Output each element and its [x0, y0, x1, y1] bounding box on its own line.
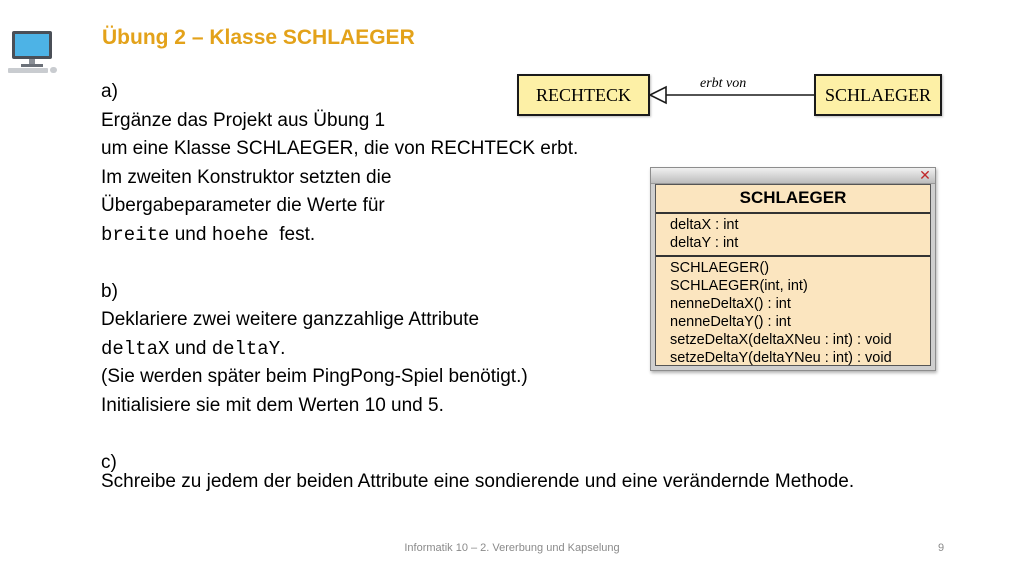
uml-method: nenneDeltaX() : int: [670, 296, 791, 312]
footer-text: Informatik 10 – 2. Vererbung und Kapselung: [404, 542, 620, 554]
part-a-line-2: um eine Klasse SCHLAEGER, die von RECHTECK erbt.: [101, 138, 579, 159]
page-number: 9: [938, 542, 945, 554]
part-c-line-1: Schreibe zu jedem der beiden Attribute eine sondierende und eine verändernde Methode.: [101, 471, 855, 492]
uml-attribute: deltaX : int: [670, 217, 739, 233]
code-deltay: deltaY: [211, 337, 281, 360]
uml-class-diagram: [655, 184, 931, 366]
part-b-line-1: Deklariere zwei weitere ganzzahlige Attribute: [101, 309, 480, 330]
part-b-tail: .: [280, 337, 286, 359]
inheritance-label: erbt von: [700, 76, 747, 91]
part-a-line-5: [101, 221, 641, 250]
uml-class-window[interactable]: [650, 167, 936, 371]
schlaeger-class-box: SCHLAEGER: [814, 74, 942, 116]
uml-method: setzeDeltaX(deltaXNeu : int) : void: [670, 332, 892, 348]
code-hoehe: hoehe: [211, 223, 269, 246]
part-a-tail: fest.: [268, 223, 316, 245]
uml-attribute: deltaY : int: [670, 235, 739, 251]
part-a-and: und: [169, 223, 212, 245]
part-b-line-3: (Sie werden später beim PingPong-Spiel benötigt.): [101, 366, 528, 387]
uml-methods: [656, 257, 930, 367]
part-a-label: a): [101, 81, 118, 102]
code-breite: breite: [101, 223, 170, 246]
slide-title: Übung 2 – Klasse SCHLAEGER: [102, 26, 415, 49]
rechteck-class-box: RECHTECK: [517, 74, 650, 116]
uml-attributes: [656, 214, 930, 257]
uml-method: setzeDeltaY(deltaYNeu : int) : void: [670, 350, 892, 366]
part-b-and: und: [169, 337, 212, 359]
code-deltax: deltaX: [101, 337, 170, 360]
close-icon[interactable]: ✕: [919, 167, 931, 183]
part-a-line-4: Übergabeparameter die Werte für: [101, 195, 385, 216]
part-b-line-4: Initialisiere sie mit dem Werten 10 und 5.: [101, 394, 444, 416]
uml-window-titlebar[interactable]: [651, 168, 935, 184]
computer-icon: [6, 30, 60, 76]
part-b-line-2: [101, 335, 641, 364]
uml-method: SCHLAEGER(): [670, 260, 770, 276]
part-a-line-1: Ergänze das Projekt aus Übung 1: [101, 109, 386, 131]
uml-class-name: SCHLAEGER: [656, 185, 930, 214]
part-a-line-3: Im zweiten Konstruktor setzten die: [101, 166, 392, 188]
part-b-label: b): [101, 280, 118, 302]
uml-method: nenneDeltaY() : int: [670, 314, 791, 330]
exercise-text: [101, 78, 641, 477]
part-c-label: c): [101, 451, 117, 473]
uml-method: SCHLAEGER(int, int): [670, 278, 808, 294]
